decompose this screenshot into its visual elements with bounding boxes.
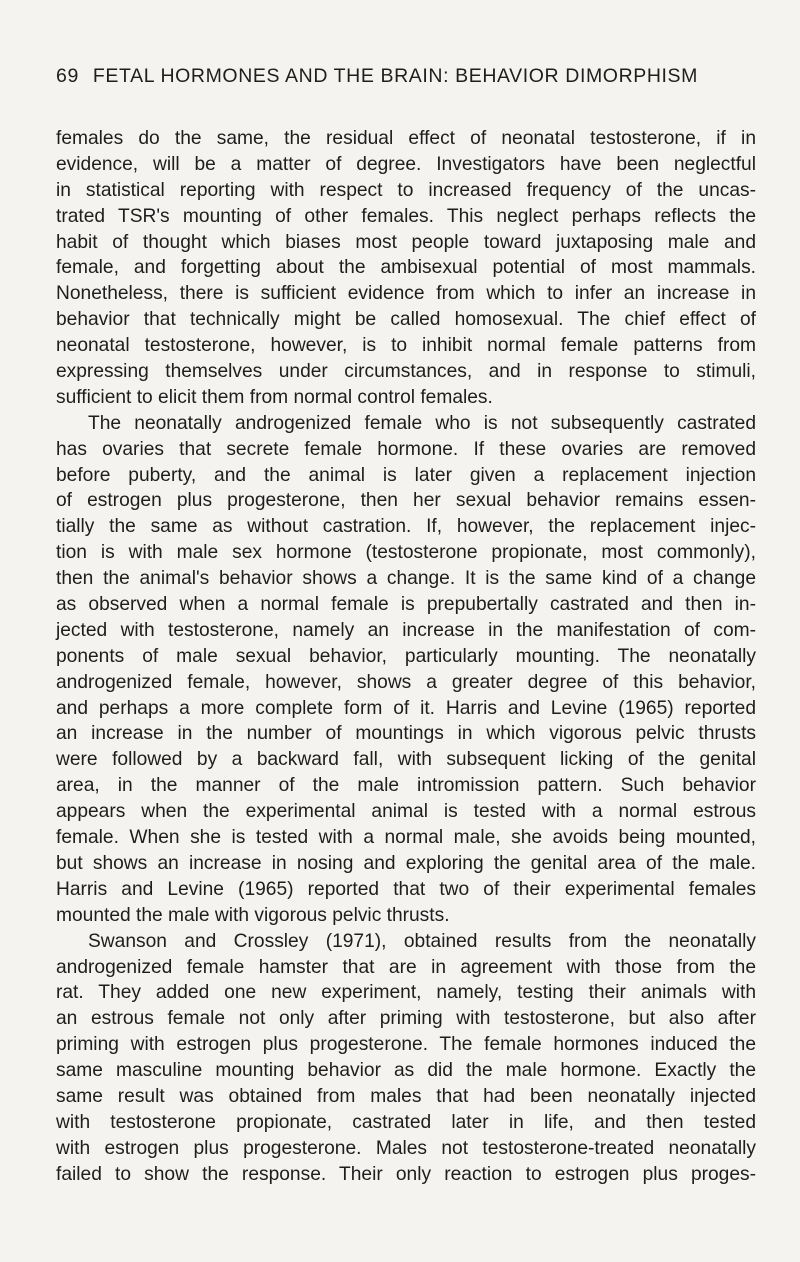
text-line: female. When she is tested with a normal male, she avoids being mounted, xyxy=(56,827,756,849)
text-line: expressing themselves under circumstances, and in response to stimuli, xyxy=(56,361,756,383)
text-line: tially the same as without castration. If, however, the replacement injec- xyxy=(56,516,756,538)
text-line: were followed by a backward fall, with subsequent licking of the genital xyxy=(56,749,756,771)
running-title: FETAL HORMONES AND THE BRAIN: BEHAVIOR DIMORPHISM xyxy=(92,65,699,87)
text-line: evidence, will be a matter of degree. Investigators have been neglectful xyxy=(56,153,756,175)
text-line: neonatal testosterone, however, is to inhibit normal female patterns from xyxy=(56,335,756,357)
text-line: failed to show the response. Their only reaction to estrogen plus proges- xyxy=(56,1163,756,1185)
book-page xyxy=(56,62,756,1188)
text-line: appears when the experimental animal is tested with a normal estrous xyxy=(56,801,756,823)
text-line: with estrogen plus progesterone. Males not testosterone-treated neonatally xyxy=(56,1137,756,1159)
text-line: trated TSR's mounting of other females. This neglect perhaps reflects the xyxy=(56,205,756,227)
text-line: priming with estrogen plus progesterone. The female hormones induced the xyxy=(56,1034,756,1056)
text-line: jected with testosterone, namely an increase in the manifestation of com- xyxy=(56,619,756,641)
text-line: rat. They added one new experiment, namely, testing their animals with xyxy=(56,982,756,1004)
text-line: has ovaries that secrete female hormone. If these ovaries are removed xyxy=(56,438,756,460)
page-number: 69 xyxy=(56,65,79,87)
text-line: females do the same, the residual effect of neonatal testosterone, if in xyxy=(56,128,756,149)
text-line: tion is with male sex hormone (testosterone propionate, most commonly), xyxy=(56,542,756,564)
text-line: Nonetheless, there is sufficient evidence from which to infer an increase in xyxy=(56,283,756,305)
text-line: an estrous female not only after priming with testosterone, but also after xyxy=(56,1008,756,1030)
text-line: area, in the manner of the male intromission pattern. Such behavior xyxy=(56,775,756,797)
text-line: same masculine mounting behavior as did the male hormone. Exactly the xyxy=(56,1060,756,1082)
text-line: Swanson and Crossley (1971), obtained results from the neonatally xyxy=(88,930,756,952)
text-line: and perhaps a more complete form of it. Harris and Levine (1965) reported xyxy=(56,697,756,719)
text-line: of estrogen plus progesterone, then her sexual behavior remains essen- xyxy=(56,490,756,512)
text-line: same result was obtained from males that had been neonatally injected xyxy=(56,1085,756,1107)
text-line: mounted the male with vigorous pelvic thrusts. xyxy=(56,904,450,926)
text-line: as observed when a normal female is prepubertally castrated and then in- xyxy=(56,594,756,616)
text-line: behavior that technically might be called homosexual. The chief effect of xyxy=(56,309,756,331)
text-line: before puberty, and the animal is later given a replacement injection xyxy=(56,464,756,486)
running-head xyxy=(56,62,756,90)
text-line: in statistical reporting with respect to increased frequency of the uncas- xyxy=(56,179,756,201)
text-line: then the animal's behavior shows a change. It is the same kind of a change xyxy=(56,568,756,590)
text-line: an increase in the number of mountings in which vigorous pelvic thrusts xyxy=(56,723,756,745)
text-line: Harris and Levine (1965) reported that two of their experimental females xyxy=(56,878,756,900)
text-line: female, and forgetting about the ambisexual potential of most mammals. xyxy=(56,257,756,279)
text-line: sufficient to elicit them from normal control females. xyxy=(56,386,493,408)
text-line: androgenized female hamster that are in agreement with those from the xyxy=(56,956,756,978)
text-line: androgenized female, however, shows a greater degree of this behavior, xyxy=(56,671,756,693)
text-line: The neonatally androgenized female who is not subsequently castrated xyxy=(88,412,756,434)
text-line: habit of thought which biases most people toward juxtaposing male and xyxy=(56,231,756,253)
text-line: with testosterone propionate, castrated later in life, and then tested xyxy=(56,1111,756,1133)
text-line: ponents of male sexual behavior, particularly mounting. The neonatally xyxy=(56,645,756,667)
body-text xyxy=(56,126,756,1188)
text-line: but shows an increase in nosing and exploring the genital area of the male. xyxy=(56,852,756,874)
